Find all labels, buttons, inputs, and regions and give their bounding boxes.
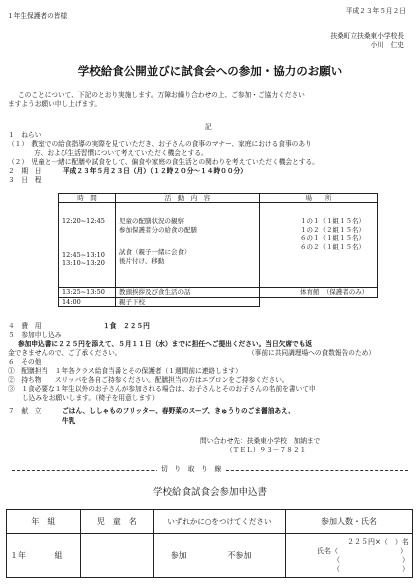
grade-label: １年 <box>10 551 26 560</box>
page-title: 学校給食公開並びに試食会への参加・協力のお願い <box>77 64 343 78</box>
contact-line-2: （ＴＥＬ）９３－７８２１ <box>226 446 307 454</box>
other-item-1: ① 配膳担当 １年各クラス給食当番とその保護者（１週間前に連絡します） <box>8 367 242 375</box>
form-header-row <box>7 510 413 534</box>
schedule-header-row <box>59 194 378 203</box>
schedule-place: 体育館 （保護者のみ） <box>260 288 378 297</box>
application-form <box>6 509 413 578</box>
col-choice: いずれかに○をつけてください <box>153 510 285 534</box>
other-label: ６ その他 <box>8 358 42 366</box>
aim-heading: １ ねらい <box>8 131 42 139</box>
col-class: 年 組 <box>7 510 81 534</box>
schedule-place: １の１（１組１５名） １の２（２組１５名） ６の１（１組１５名） ６の２（１組１５名） <box>260 203 378 288</box>
name-field-3[interactable]: （ ） <box>333 564 409 573</box>
contact-line-1: 問い合わせ先：扶桑東小学校 加納まで <box>200 437 321 445</box>
form-entry-row <box>7 534 413 578</box>
col-attendees: 参加人数・氏名 <box>286 510 413 534</box>
schedule-row <box>59 297 378 306</box>
name-field-2[interactable]: （ ） <box>333 555 409 564</box>
fee-label: ４ 費 用 <box>8 322 42 330</box>
attendees-cell <box>286 534 413 578</box>
col-activity: 活 動 内 容 <box>116 194 260 203</box>
school-name: 扶桑町立扶桑東小学校長 <box>330 32 404 40</box>
recipient: １年生保護者の皆様 <box>7 12 68 20</box>
ki-heading: 記 <box>205 123 212 131</box>
menu-line-1: ごはん、ししゃものフリッター、春野菜のスープ、きゅうりのごま醤油あえ、 <box>62 407 295 415</box>
schedule-table <box>58 193 378 307</box>
schedule-time: 14:00 <box>59 297 116 306</box>
col-place: 場 所 <box>260 194 378 203</box>
schedule-time: 12:20~12:45 <box>59 203 116 288</box>
col-time: 時 間 <box>59 194 116 203</box>
intro-line-1: このことについて、下記のとおり実施します。万障お繰り合わせの上、ご参加・ご協力ください <box>18 91 305 99</box>
aim-1b: 方、および生活習慣について考えていただく機会とする。 <box>34 149 208 157</box>
col-child-name: 児 童 名 <box>80 510 153 534</box>
cut-line-label: 切 り 取 り 線 <box>157 465 225 474</box>
form-title: 学校給食試食会参加申込書 <box>152 487 267 498</box>
child-name-cell[interactable] <box>80 534 153 578</box>
principal-name: 小川 仁史 <box>370 41 404 49</box>
apply-line-2: 金できませんので、ご了承ください。 <box>8 349 122 357</box>
count-field[interactable]: ２２５円×（ ）名 <box>347 537 409 546</box>
aim-1a: （１） 教室での給食指導の実際を見ていただき、お子さんの食事のマナー、家庭における食事のあり <box>8 140 312 148</box>
schedule-activity: 親子下校 <box>116 297 260 306</box>
date-value: 平成２３年５月２３日（月）（１２時２０分～１４時００分） <box>63 167 247 175</box>
absent-option[interactable]: 不参加 <box>227 551 252 560</box>
schedule-time: 13:25~13:50 <box>59 288 116 297</box>
apply-line-1: 参加申込書に２２５円を添えて、５月１１日（水）までに担任へご提出ください。当日欠席でも返 <box>18 340 313 348</box>
form-class-cell[interactable] <box>7 534 81 578</box>
schedule-activity: 教頭挨拶及び食生活の話 <box>116 288 260 297</box>
schedule-heading: ３ 日 程 <box>8 176 42 184</box>
date-heading: ２ 期 日 <box>8 167 42 175</box>
class-label: 組 <box>54 551 63 560</box>
schedule-row <box>59 288 378 297</box>
aim-2: （２） 児童と一緒に配膳や試食をして、偏食や家庭の食生活との関わりを考えていただく機会とする。 <box>8 158 319 166</box>
apply-note: （事前に共同調理場への食数報告のため） <box>248 349 376 357</box>
other-item-2: ② 持ち物 スリッパを各自ご持参ください。配膳担当の方はエプロンをご持参ください。 <box>8 376 289 384</box>
intro-line-2: ますようお願い申し上げます。 <box>8 100 102 108</box>
menu-line-2: 牛乳 <box>62 417 76 425</box>
attend-option[interactable]: 参加 <box>170 551 187 560</box>
fee-value: １食 ２２５円 <box>103 322 150 330</box>
other-item-3a: ③ １食必要な１年生以外のお子さんが参加される場合は、お子さんとそのお子さんの名前を書いて申 <box>8 385 316 393</box>
issue-date: 平成２３年５月２日 <box>345 7 406 15</box>
schedule-row <box>59 203 378 288</box>
apply-label: ５ 参加申し込み <box>8 331 62 339</box>
schedule-time-meal: 12:45~13:10 13:10~13:20 <box>62 251 105 268</box>
schedule-activity: 児童の配膳状況の観察 参加保護者分の給食の配膳 試食（親子一緒に会食） 後片付け、移動 <box>116 203 260 288</box>
menu-label: ７ 献 立 <box>8 407 42 415</box>
choice-cell <box>153 534 285 578</box>
other-item-3b: し込みをお願いします。（椅子を用意します） <box>22 394 159 402</box>
name-field-1[interactable]: 氏名（ ） <box>317 546 407 555</box>
